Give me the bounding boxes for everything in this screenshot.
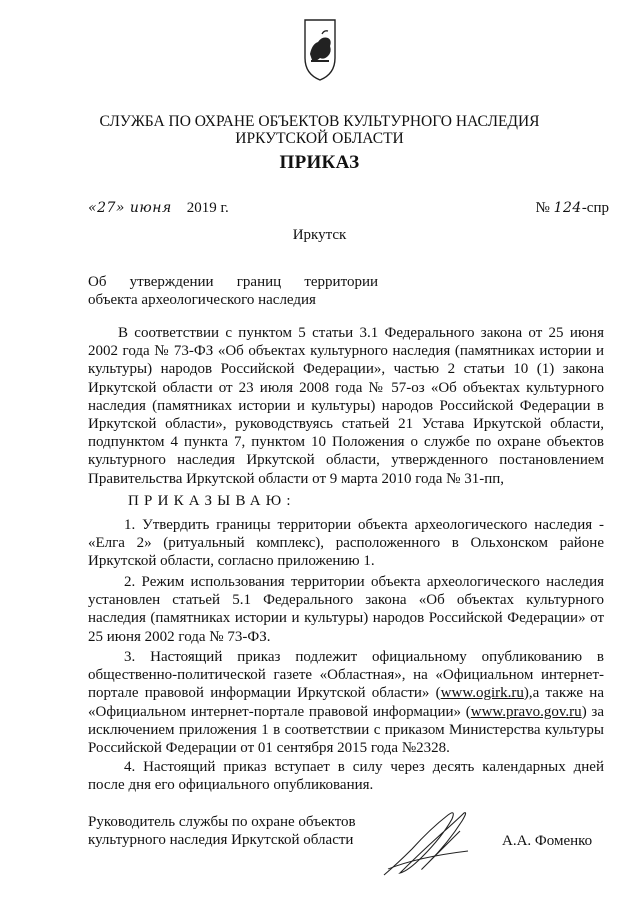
coat-of-arms-icon	[302, 18, 338, 82]
order-item-3	[88, 648, 604, 757]
preamble-line: подпунктом 4 пункта 7, пунктом 10 Положения о службе по охране объектов	[88, 434, 604, 451]
link-ogirk[interactable]: www.ogirk.ru	[440, 685, 524, 702]
handwritten-number: 124	[553, 200, 582, 216]
org-name-line2: ИРКУТСКОЙ ОБЛАСТИ	[235, 130, 404, 147]
order-number	[536, 200, 609, 217]
order-item-1	[88, 516, 604, 571]
item-3-text-b: ),а также на «Официальном интернет-портале правовой информации» (	[88, 685, 604, 720]
number-suffix: -спр	[581, 200, 609, 216]
preamble-line: Иркутской области», руководствуясь статьей 21 Устава Иркутской области,	[88, 416, 604, 433]
position-line1: Руководитель службы по охране объектов	[88, 814, 356, 830]
position-line2: культурного наследия Иркутской области	[88, 832, 354, 848]
document-type-title: ПРИКАЗ	[279, 152, 360, 173]
order-word: ПРИКАЗЫВАЮ:	[128, 493, 296, 509]
preamble-line: культуры) народов Российской Федерации», частью 2 статьи 10 (1) закона	[88, 361, 604, 378]
order-date	[88, 200, 229, 217]
order-year: 2019 г.	[186, 200, 229, 216]
signatory-name: А.А. Фоменко	[502, 833, 593, 849]
signatory-position	[88, 813, 356, 849]
signature-icon	[378, 805, 478, 881]
order-item-4	[88, 758, 604, 794]
preamble-line: В соответствии с пунктом 5 статьи 3.1 Федерального закона от 25 июня	[118, 325, 604, 341]
preamble-line: 2002 года № 73-ФЗ «Об объектах культурного наследия (памятниках истории и	[88, 343, 604, 360]
order-item-2	[88, 573, 604, 646]
item-2-text: 2. Режим использования территории объекта археологического наследия установлен статьей 5.1 Федерального закона «Об объектах культурного наследия (памятниках истории и культуры) народов Российской Федерации» от 25 июня 2002 года № 73-ФЗ.	[88, 574, 604, 645]
order-subject	[88, 273, 378, 309]
item-3-text-c: ) за исключением приложения 1 в соответствии с приказом Министерства культуры Российской Федерации от 01 сентября 2015 года №2328.	[88, 703, 604, 757]
preamble	[88, 324, 604, 488]
link-pravo[interactable]: www.pravo.gov.ru	[470, 703, 582, 720]
preamble-line: Иркутской области от 23 июля 2008 года № 57-оз «Об объектах культурного	[88, 379, 604, 396]
item-3-text-a: 3. Настоящий приказ подлежит официальному опубликованию в общественно-политической газете «Областная», на «Официальном интернет-портале правовой информации Иркутской области» (	[88, 649, 604, 702]
number-sign: №	[535, 200, 550, 216]
org-name-line1: СЛУЖБА ПО ОХРАНЕ ОБЪЕКТОВ КУЛЬТУРНОГО НАСЛЕДИЯ	[99, 113, 540, 130]
preamble-line: Правительства Иркутской области от 9 марта 2010 года № 31-пп,	[88, 470, 504, 487]
item-4-text: 4. Настоящий приказ вступает в силу через десять календарных дней после дня его официального опубликования.	[88, 759, 604, 794]
preamble-line: наследия (памятниках истории и культуры) народов Российской Федерации в	[88, 397, 604, 414]
subject-line2: объекта археологического наследия	[88, 292, 316, 308]
city: Иркутск	[292, 227, 347, 243]
preamble-line: культурного наследия Иркутской области, утвержденного постановлением	[88, 452, 604, 469]
item-1-text: 1. Утвердить границы территории объекта археологического наследия - «Елга 2» (ритуальный комплекс), расположенного в Ольхонском районе Иркутской области, согласно приложению 1.	[88, 517, 604, 570]
handwritten-date: «27» июня	[88, 200, 172, 216]
subject-line1: Об утверждении границ территории	[88, 274, 378, 290]
